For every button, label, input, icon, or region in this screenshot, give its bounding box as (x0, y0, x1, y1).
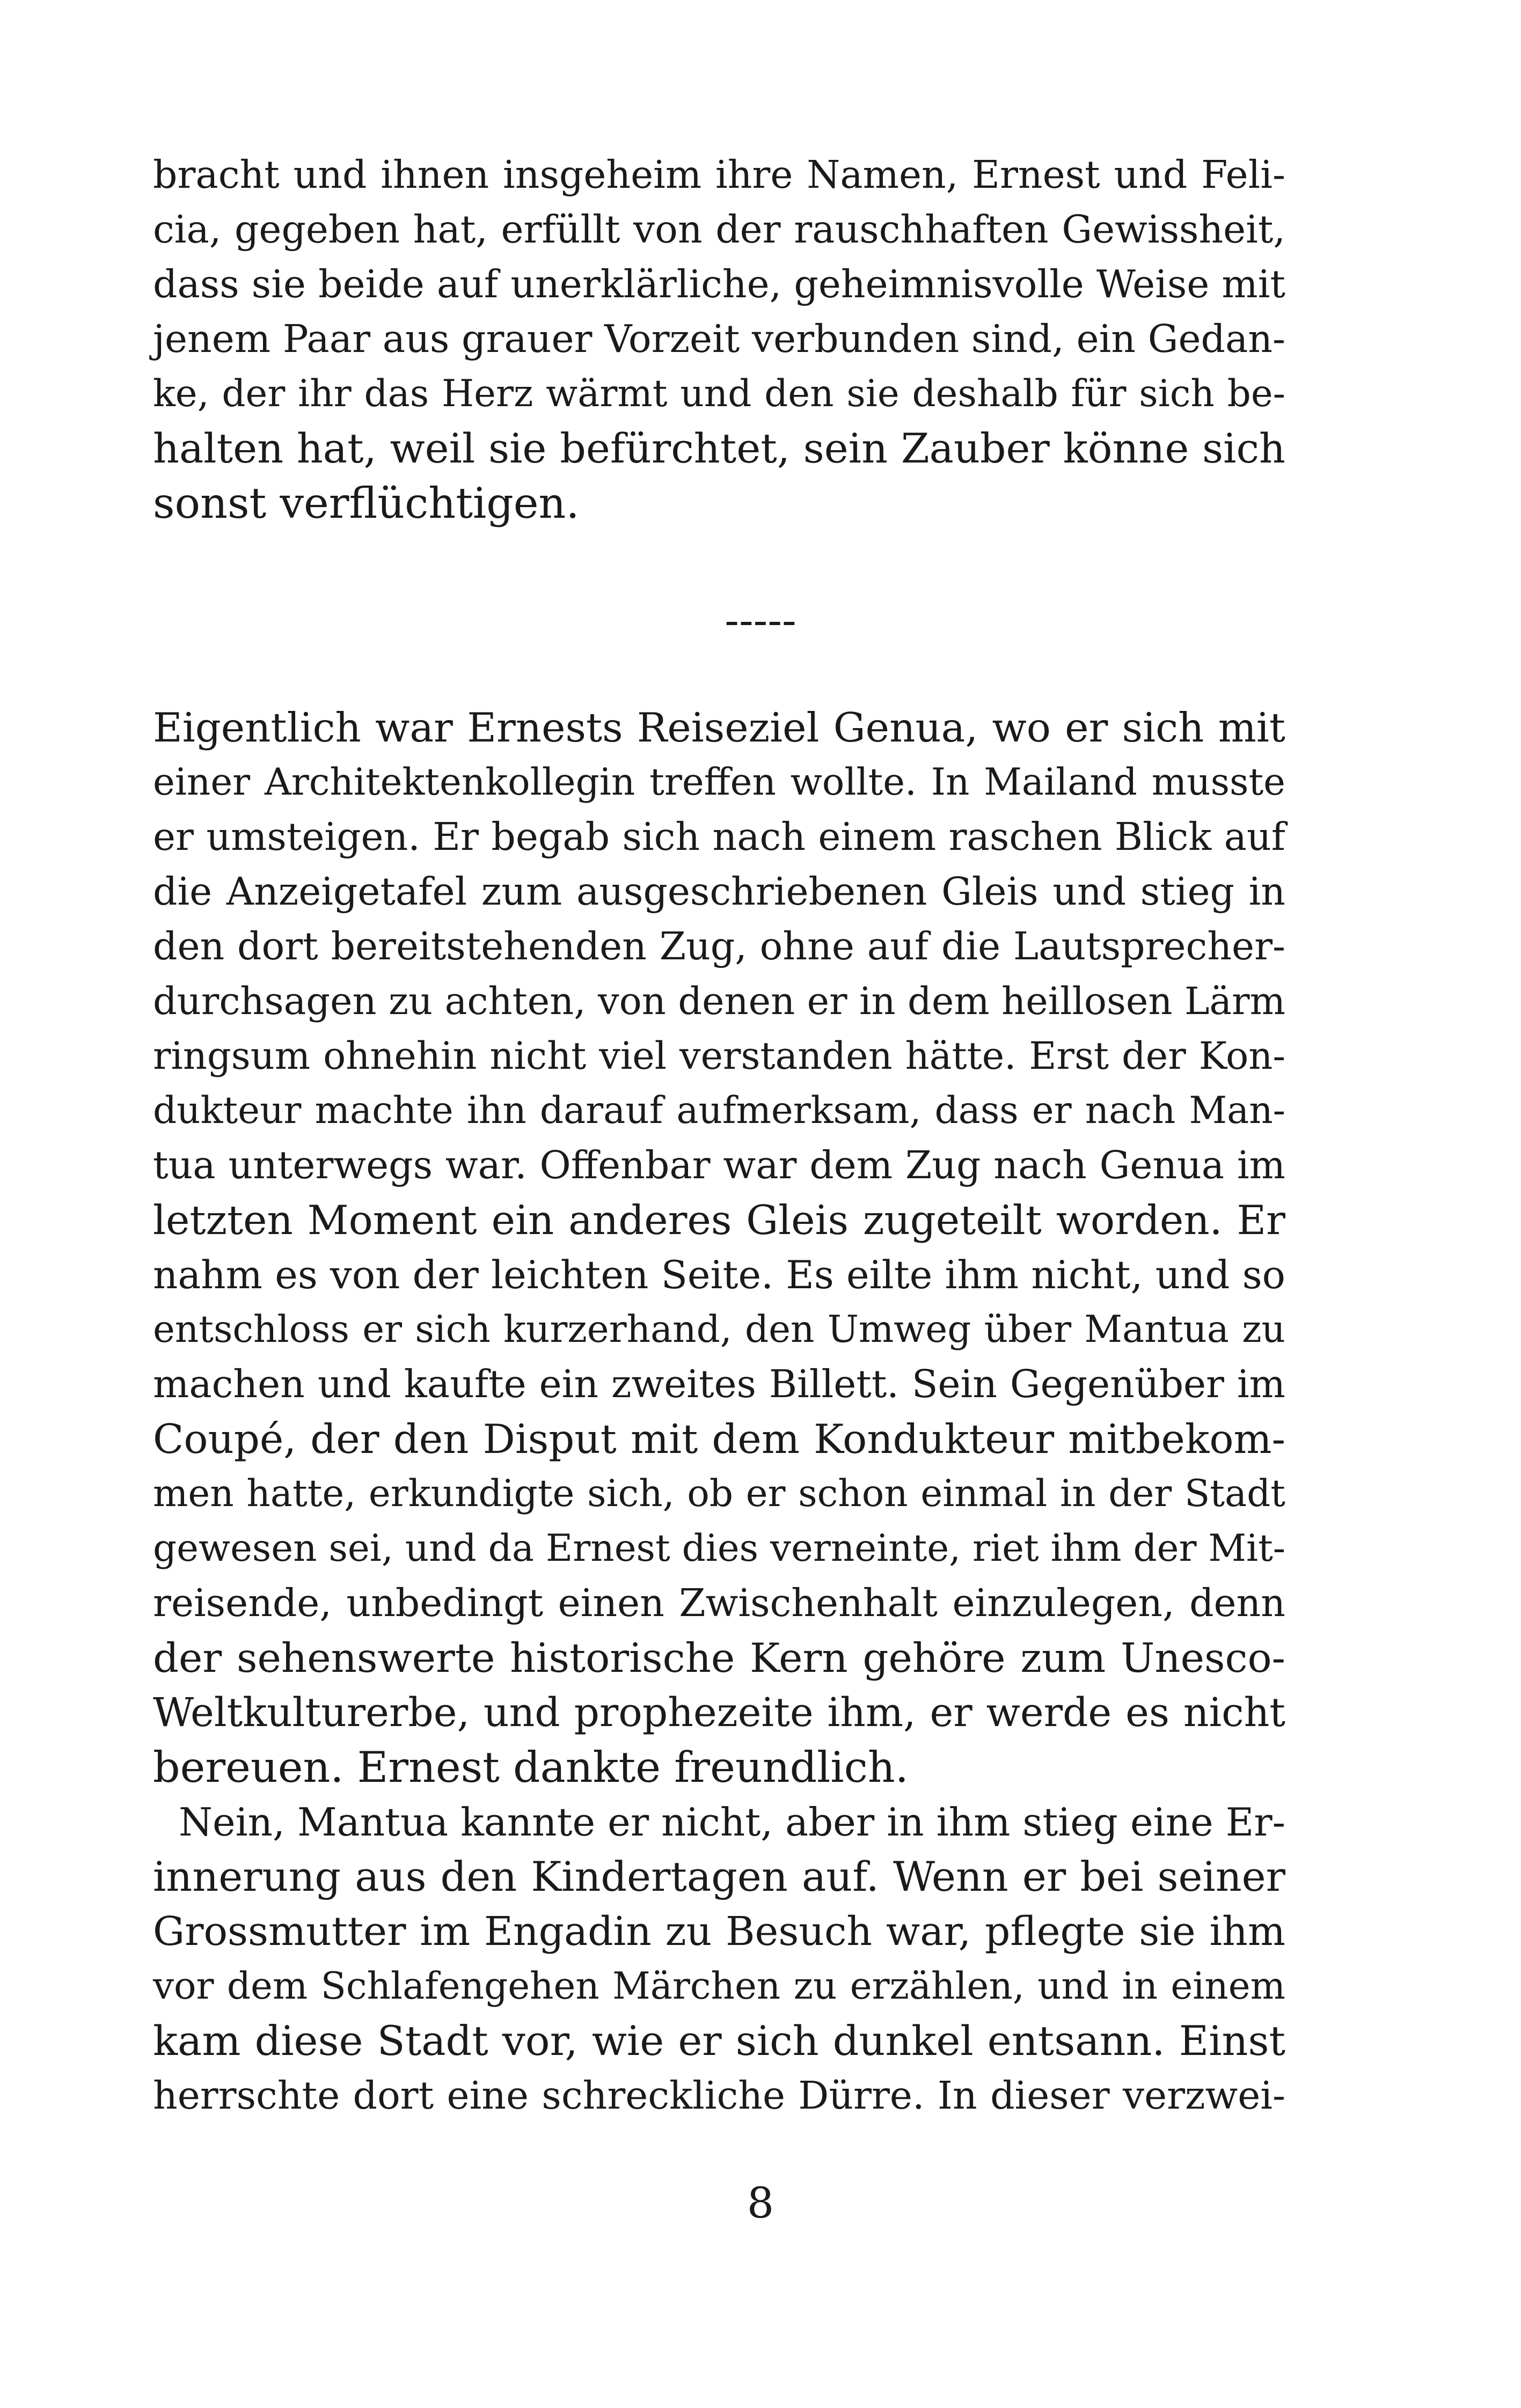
text-line: Nein, Mantua kannte er nicht, aber in ihm stieg eine Er- (179, 1800, 1285, 1845)
text-line: jenem Paar aus grauer Vorzeit verbunden sind, ein Gedan- (153, 317, 1285, 361)
page-number: 8 (747, 2178, 774, 2228)
text-line: halten hat, weil sie befürchtet, sein Zauber könne sich (153, 424, 1285, 472)
text-line: dukteur machte ihn darauf aufmerksam, dass er nach Man- (153, 1089, 1285, 1132)
text-line: bracht und ihnen insgeheim ihre Namen, Ernest und Feli- (153, 152, 1285, 197)
text-line: den dort bereitstehenden Zug, ohne auf die Lautsprecher- (153, 924, 1285, 968)
text-line: dass sie beide auf unerklärliche, geheimnisvolle Weise mit (153, 262, 1285, 306)
text-line: herrschte dort eine schreckliche Dürre. In dieser verzwei- (153, 2073, 1285, 2118)
text-line: ke, der ihr das Herz wärmt und den sie deshalb für sich be- (153, 372, 1285, 415)
body-text (153, 700, 1285, 2123)
text-line: Weltkulturerbe, und prophezeite ihm, er werde es nicht (153, 1690, 1285, 1736)
paragraph (153, 700, 1285, 1795)
text-line: Eigentlich war Ernests Reiseziel Genua, wo er sich mit (153, 704, 1285, 751)
text-line: er umsteigen. Er begab sich nach einem raschen Blick auf (153, 814, 1285, 859)
paragraph-continuation (153, 148, 1285, 531)
text-line: kam diese Stadt vor, wie er sich dunkel entsann. Einst (153, 2017, 1285, 2065)
text-line: gewesen sei, und da Ernest dies verneinte, riet ihm der Mit- (153, 1527, 1286, 1570)
text-line: ringsum ohnehin nicht viel verstanden hätte. Erst der Kon- (153, 1034, 1285, 1078)
paragraph (153, 1795, 1285, 2123)
text-line: Grossmutter im Engadin zu Besuch war, pflegte sie ihm (153, 1908, 1285, 1955)
text-line: nahm es von der leichten Seite. Es eilte ihm nicht, und so (153, 1252, 1285, 1297)
text-line: die Anzeigetafel zum ausgeschriebenen Gleis und stieg in (153, 869, 1285, 914)
text-line: men hatte, erkundigte sich, ob er schon einmal in der Stadt (153, 1472, 1285, 1515)
text-line: entschloss er sich kurzerhand, den Umweg über Mantua zu (153, 1308, 1285, 1351)
text-line: durchsagen zu achten, von denen er in dem heillosen Lärm (153, 979, 1285, 1023)
text-line: innerung aus den Kindertagen auf. Wenn er bei seiner (153, 1853, 1285, 1900)
text-line: machen und kaufte ein zweites Billett. Sein Gegenüber im (153, 1362, 1285, 1406)
text-line: Coupé, der den Disput mit dem Kondukteur mitbekom- (153, 1415, 1285, 1463)
text-line: einer Architektenkollegin treffen wollte. In Mailand musste (153, 761, 1285, 804)
section-separator: ----- (725, 596, 796, 645)
text-line: tua unterwegs war. Offenbar war dem Zug nach Genua im (153, 1143, 1285, 1187)
text-line: reisende, unbedingt einen Zwischenhalt einzulegen, denn (153, 1581, 1285, 1625)
text-line: der sehenswerte historische Kern gehöre zum Unesco- (153, 1634, 1285, 1682)
text-line: bereuen. Ernest dankte freundlich. (153, 1743, 909, 1792)
text-line: cia, gegeben hat, erfüllt von der rauschhaften Gewissheit, (153, 207, 1285, 252)
text-line: sonst verflüchtigen. (153, 479, 580, 528)
text-line: letzten Moment ein anderes Gleis zugeteilt worden. Er (153, 1196, 1285, 1244)
text-line: vor dem Schlafengehen Märchen zu erzählen, und in einem (153, 1965, 1285, 2008)
